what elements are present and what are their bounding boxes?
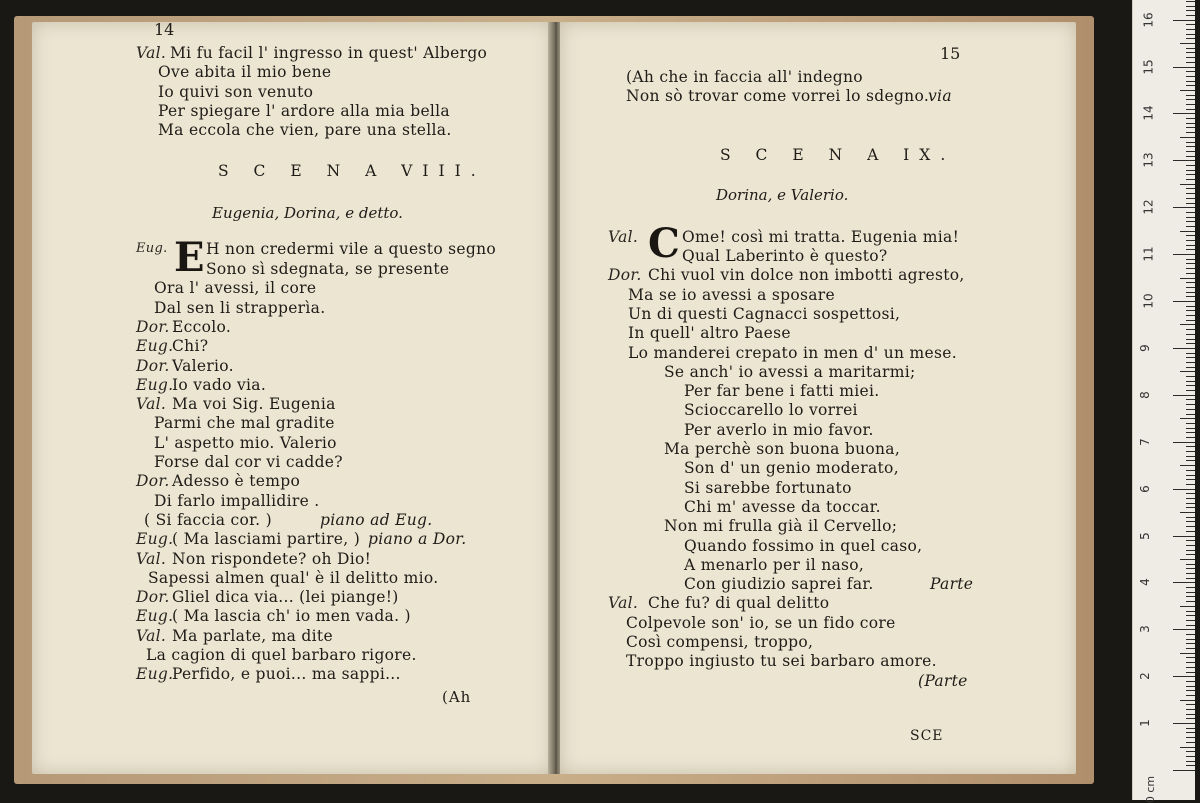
verse-line: Ma perchè son buona buona,: [664, 440, 901, 458]
ruler-tick: [1186, 662, 1195, 663]
ruler-tick: [1186, 432, 1195, 433]
verse-line: (Ah che in faccia all' indegno: [626, 68, 863, 86]
ruler-tick: [1186, 81, 1195, 82]
ruler-tick: [1186, 273, 1195, 274]
catchword: SCE: [910, 728, 944, 744]
verse-line: Un di questi Cagnacci sospettosi,: [628, 304, 901, 323]
ruler-tick: [1186, 287, 1195, 288]
page-number: 14: [154, 20, 175, 39]
speaker-label: Eug.: [136, 665, 174, 684]
ruler-number: 13: [1141, 152, 1156, 168]
ruler-tick: [1186, 672, 1195, 673]
verse-line: Eccolo.: [172, 317, 232, 336]
ruler-number: 14: [1141, 105, 1156, 122]
ruler-tick: [1173, 395, 1195, 396]
ruler-tick: [1186, 123, 1195, 124]
ruler-tick: [1186, 451, 1195, 452]
ruler-tick: [1186, 765, 1195, 766]
verse-line: Per far bene i fatti miei.: [684, 382, 880, 401]
verse-line: Si sarebbe fortunato: [684, 478, 852, 497]
ruler-number: 3: [1137, 625, 1152, 634]
speaker-label: Val.: [608, 228, 639, 246]
verse-line: Qual Laberinto è questo?: [682, 247, 888, 265]
ruler-tick: [1186, 57, 1195, 58]
ruler-tick: [1186, 151, 1195, 152]
ruler-number: 12: [1141, 199, 1156, 215]
ruler-tick: [1173, 348, 1195, 349]
ruler-tick: [1186, 10, 1195, 11]
ruler-tick: [1186, 315, 1195, 316]
stage-direction: piano a Dor.: [368, 530, 467, 549]
ruler-tick: [1186, 146, 1195, 147]
ruler-tick: [1180, 418, 1195, 419]
ruler-tick: [1186, 76, 1195, 77]
verse-line: Io quivi son venuto: [158, 82, 314, 101]
drop-cap: C: [648, 220, 680, 267]
ruler-tick: [1186, 165, 1195, 166]
ruler-tick: [1173, 536, 1195, 537]
ruler-tick: [1186, 245, 1195, 246]
ruler-tick: [1186, 203, 1195, 204]
ruler-tick: [1186, 367, 1195, 368]
verse-line: Ma voi Sig. Eugenia: [172, 395, 336, 414]
ruler-number: 9: [1137, 344, 1152, 352]
stage-direction: piano ad Eug.: [320, 510, 433, 529]
ruler-tick: [1186, 540, 1195, 541]
ruler-tick: [1186, 329, 1195, 330]
ruler-tick: [1186, 240, 1195, 241]
ruler-tick: [1186, 188, 1195, 189]
ruler-tick: [1180, 747, 1195, 748]
ruler-tick: [1186, 6, 1195, 7]
ruler-tick: [1186, 343, 1195, 344]
verse-line: Per averlo in mio favor.: [684, 420, 874, 439]
ruler-tick: [1186, 38, 1195, 39]
ruler-tick: [1180, 231, 1195, 232]
ruler-number: 4: [1137, 578, 1152, 587]
ruler-tick: [1186, 456, 1195, 457]
ruler-tick: [1186, 118, 1195, 119]
verse-line: Troppo ingiusto tu sei barbaro amore.: [626, 652, 937, 671]
ruler-tick: [1186, 263, 1195, 264]
ruler-tick: [1186, 404, 1195, 405]
ruler-tick: [1180, 90, 1195, 91]
ruler-tick: [1186, 132, 1195, 133]
ruler-tick: [1186, 235, 1195, 236]
ruler-tick: [1186, 156, 1195, 157]
scene-characters: Dorina, e Valerio.: [716, 186, 849, 204]
verse-line: Ma parlate, ma dite: [172, 626, 333, 645]
ruler-tick: [1186, 564, 1195, 565]
verse-line: Mi fu facil l' ingresso in quest' Albergo: [170, 44, 488, 62]
ruler-tick: [1180, 700, 1195, 701]
ruler-tick: [1186, 310, 1195, 311]
drop-cap: E: [174, 234, 205, 281]
ruler-tick: [1186, 268, 1195, 269]
ruler-tick: [1186, 99, 1195, 100]
verse-line: Io vado via.: [172, 375, 267, 394]
ruler-tick: [1186, 714, 1195, 715]
ruler-tick: [1186, 545, 1195, 546]
ruler-tick: [1173, 629, 1195, 630]
ruler-tick: [1186, 320, 1195, 321]
ruler-tick: [1173, 723, 1195, 724]
ruler-tick: [1186, 446, 1195, 447]
ruler-tick: [1186, 414, 1195, 415]
speaker-label: Dor.: [136, 356, 170, 375]
ruler-unit-label: 0 cm: [1144, 775, 1158, 803]
ruler-tick: [1186, 620, 1195, 621]
speaker-label: Eug.: [136, 241, 168, 256]
ruler-tick: [1186, 634, 1195, 635]
ruler-tick: [1173, 676, 1195, 677]
scene-title: S C E N A IX.: [720, 146, 956, 164]
ruler-tick: [1186, 587, 1195, 588]
speaker-label: Eug.: [136, 530, 174, 549]
ruler-tick: [1186, 29, 1195, 30]
verse-line: Sono sì sdegnata, se presente: [206, 260, 450, 278]
verse-line: Non sò trovar come vorrei lo sdegno.: [626, 87, 930, 106]
ruler-tick: [1186, 353, 1195, 354]
ruler-tick: [1186, 306, 1195, 307]
ruler-tick: [1186, 531, 1195, 532]
verse-line: Lo manderei crepato in men d' un mese.: [628, 343, 957, 362]
ruler-tick: [1186, 751, 1195, 752]
ruler-tick: [1186, 221, 1195, 222]
ruler-tick: [1173, 207, 1195, 208]
ruler-tick: [1186, 24, 1195, 25]
ruler-tick: [1186, 142, 1195, 143]
verse-line: Forse dal cor vi cadde?: [154, 453, 343, 471]
verse-line: Perfido, e puoi... ma sappi...: [172, 665, 401, 684]
verse-line: Con giudizio saprei far.: [684, 575, 874, 594]
ruler-tick: [1186, 493, 1195, 494]
speaker-label: Val.: [136, 626, 167, 645]
ruler-tick: [1186, 526, 1195, 527]
verse-line: Chi vuol vin dolce non imbotti agresto,: [648, 266, 965, 285]
ruler-tick: [1186, 507, 1195, 508]
ruler-tick: [1186, 550, 1195, 551]
verse-line: A menarlo per il naso,: [684, 555, 865, 574]
verse-line: Adesso è tempo: [172, 472, 301, 491]
ruler-tick: [1186, 334, 1195, 335]
catchword: (Ah: [442, 688, 472, 706]
ruler-tick: [1180, 606, 1195, 607]
ruler-tick: [1186, 728, 1195, 729]
verse-line: Chi m' avesse da toccar.: [684, 497, 881, 516]
ruler-tick: [1186, 686, 1195, 687]
ruler-tick: [1186, 85, 1195, 86]
speaker-label: Dor.: [608, 266, 642, 285]
speaker-label: Dor.: [136, 472, 170, 491]
ruler-tick: [1186, 681, 1195, 682]
ruler-tick: [1173, 770, 1195, 771]
verse-line: Non mi frulla già il Cervello;: [664, 517, 898, 536]
ruler-tick: [1173, 113, 1195, 114]
ruler-tick: [1173, 254, 1195, 255]
ruler-tick: [1186, 639, 1195, 640]
speaker-label: Val.: [136, 44, 167, 62]
ruler-tick: [1186, 484, 1195, 485]
verse-line: ( Si faccia cor. ): [144, 510, 272, 529]
ruler-tick: [1180, 324, 1195, 325]
ruler-number: 8: [1137, 390, 1152, 399]
ruler-tick: [1186, 226, 1195, 227]
ruler-tick: [1186, 48, 1195, 49]
ruler-tick: [1180, 653, 1195, 654]
ruler-tick: [1186, 339, 1195, 340]
scene-characters: Eugenia, Dorina, e detto.: [212, 204, 403, 222]
verse-line: Se anch' io avessi a maritarmi;: [664, 362, 916, 381]
ruler-tick: [1186, 385, 1195, 386]
ruler-tick: [1173, 67, 1195, 68]
verse-line: Per spiegare l' ardore alla mia bella: [158, 101, 450, 120]
ruler-number: 15: [1141, 58, 1156, 75]
ruler-tick: [1186, 667, 1195, 668]
ruler-number: 16: [1141, 11, 1156, 28]
ruler-number: 10: [1141, 293, 1156, 309]
ruler-tick: [1186, 217, 1195, 218]
ruler-tick: [1186, 198, 1195, 199]
measurement-ruler: [1132, 0, 1195, 803]
verse-line: Ome! così mi tratta. Eugenia mia!: [682, 228, 960, 246]
stage-direction: via: [928, 87, 952, 106]
ruler-tick: [1180, 512, 1195, 513]
ruler-tick: [1186, 615, 1195, 616]
ruler-tick: [1186, 648, 1195, 649]
ruler-number: 6: [1137, 484, 1152, 493]
verse-line: Son d' un genio moderato,: [684, 459, 899, 478]
ruler-tick: [1186, 596, 1195, 597]
ruler-tick: [1186, 409, 1195, 410]
ruler-number: 2: [1137, 672, 1152, 681]
ruler-tick: [1186, 381, 1195, 382]
ruler-tick: [1186, 470, 1195, 471]
ruler-tick: [1173, 20, 1195, 21]
ruler-tick: [1186, 498, 1195, 499]
verse-line: H non credermi vile a questo segno: [206, 240, 497, 258]
ruler-tick: [1180, 278, 1195, 279]
verse-line: Ma eccola che vien, pare una stella.: [158, 121, 452, 140]
speaker-label: Val.: [608, 594, 639, 613]
ruler-tick: [1186, 475, 1195, 476]
ruler-tick: [1186, 709, 1195, 710]
speaker-label: Dor.: [136, 588, 170, 607]
ruler-tick: [1173, 442, 1195, 443]
ruler-tick: [1186, 357, 1195, 358]
ruler-tick: [1186, 578, 1195, 579]
ruler-tick: [1186, 1, 1195, 2]
verse-line: Colpevole son' io, se un fido core: [626, 613, 896, 632]
ruler-tick: [1180, 184, 1195, 185]
ruler-tick: [1186, 390, 1195, 391]
verse-line: Ora l' avessi, il core: [154, 279, 317, 298]
ruler-tick: [1186, 259, 1195, 260]
left-page: [32, 22, 552, 774]
ruler-tick: [1186, 737, 1195, 738]
verse-line: Gliel dica via... (lei piange!): [172, 588, 399, 607]
stage-direction: (Parte: [918, 671, 968, 690]
verse-line: In quell' altro Paese: [628, 324, 791, 343]
verse-line: Non rispondete? oh Dio!: [172, 549, 372, 568]
ruler-tick: [1186, 174, 1195, 175]
ruler-tick: [1186, 554, 1195, 555]
ruler-tick: [1186, 282, 1195, 283]
page-number: 15: [940, 44, 961, 63]
ruler-tick: [1186, 179, 1195, 180]
ruler-tick: [1186, 690, 1195, 691]
ruler-tick: [1186, 52, 1195, 53]
ruler-tick: [1186, 292, 1195, 293]
ruler-tick: [1186, 503, 1195, 504]
ruler-tick: [1186, 592, 1195, 593]
ruler-tick: [1180, 137, 1195, 138]
ruler-tick: [1186, 399, 1195, 400]
speaker-label: Dor.: [136, 317, 170, 336]
ruler-tick: [1186, 460, 1195, 461]
ruler-tick: [1186, 732, 1195, 733]
speaker-label: Eug.: [136, 375, 174, 394]
speaker-label: Eug.: [136, 337, 174, 356]
ruler-tick: [1186, 657, 1195, 658]
verse-line: Di farlo impallidire .: [154, 491, 320, 510]
ruler-number: 1: [1137, 719, 1152, 727]
ruler-tick: [1186, 718, 1195, 719]
ruler-tick: [1186, 761, 1195, 762]
ruler-tick: [1186, 625, 1195, 626]
verse-line: Chi?: [172, 337, 209, 356]
ruler-tick: [1186, 643, 1195, 644]
ruler-tick: [1186, 756, 1195, 757]
verse-line: ( Ma lascia ch' io men vada. ): [172, 607, 411, 626]
verse-line: La cagion di quel barbaro rigore.: [146, 646, 417, 664]
ruler-tick: [1186, 742, 1195, 743]
ruler-tick: [1186, 212, 1195, 213]
ruler-tick: [1186, 517, 1195, 518]
ruler-tick: [1186, 249, 1195, 250]
ruler-tick: [1186, 62, 1195, 63]
ruler-tick: [1180, 465, 1195, 466]
ruler-tick: [1186, 611, 1195, 612]
stage-direction: Parte: [930, 575, 974, 594]
ruler-tick: [1186, 423, 1195, 424]
ruler-tick: [1186, 104, 1195, 105]
verse-line: Sapessi almen qual' è il delitto mio.: [148, 568, 439, 587]
verse-line: Quando fossimo in quel caso,: [684, 536, 923, 555]
verse-line: ( Ma lasciami partire, ): [172, 530, 361, 549]
ruler-number: 5: [1137, 531, 1152, 540]
ruler-tick: [1186, 601, 1195, 602]
verse-line: Parmi che mal gradite: [154, 414, 335, 433]
ruler-tick: [1173, 160, 1195, 161]
verse-line: Che fu? di qual delitto: [648, 594, 830, 613]
verse-line: Scioccarello lo vorrei: [684, 401, 858, 420]
verse-line: Così compensi, troppo,: [626, 633, 814, 651]
ruler-number: 11: [1141, 246, 1156, 262]
right-page: [560, 22, 1076, 774]
ruler-number: 7: [1137, 437, 1152, 446]
ruler-tick: [1180, 559, 1195, 560]
ruler-tick: [1173, 489, 1195, 490]
ruler-tick: [1186, 109, 1195, 110]
ruler-tick: [1186, 170, 1195, 171]
ruler-tick: [1186, 573, 1195, 574]
ruler-tick: [1186, 95, 1195, 96]
verse-line: Valerio.: [172, 356, 234, 375]
ruler-tick: [1186, 127, 1195, 128]
verse-line: Dal sen li strapperìa.: [154, 298, 326, 317]
ruler-tick: [1186, 15, 1195, 16]
ruler-tick: [1186, 437, 1195, 438]
ruler-tick: [1173, 582, 1195, 583]
speaker-label: Eug.: [136, 607, 174, 626]
ruler-tick: [1186, 479, 1195, 480]
ruler-tick: [1173, 301, 1195, 302]
ruler-tick: [1186, 71, 1195, 72]
ruler-tick: [1180, 371, 1195, 372]
ruler-tick: [1186, 193, 1195, 194]
ruler-tick: [1186, 34, 1195, 35]
ruler-tick: [1186, 362, 1195, 363]
scene-title: S C E N A VIII.: [218, 162, 486, 180]
verse-line: L' aspetto mio. Valerio: [154, 433, 337, 452]
ruler-tick: [1186, 704, 1195, 705]
speaker-label: Val.: [136, 395, 167, 414]
ruler-tick: [1186, 521, 1195, 522]
speaker-label: Val.: [136, 549, 167, 568]
ruler-tick: [1186, 695, 1195, 696]
ruler-tick: [1186, 376, 1195, 377]
verse-line: Ove abita il mio bene: [158, 63, 332, 82]
ruler-tick: [1186, 428, 1195, 429]
ruler-tick: [1186, 296, 1195, 297]
verse-line: Ma se io avessi a sposare: [628, 285, 835, 304]
ruler-tick: [1186, 568, 1195, 569]
ruler-tick: [1180, 43, 1195, 44]
